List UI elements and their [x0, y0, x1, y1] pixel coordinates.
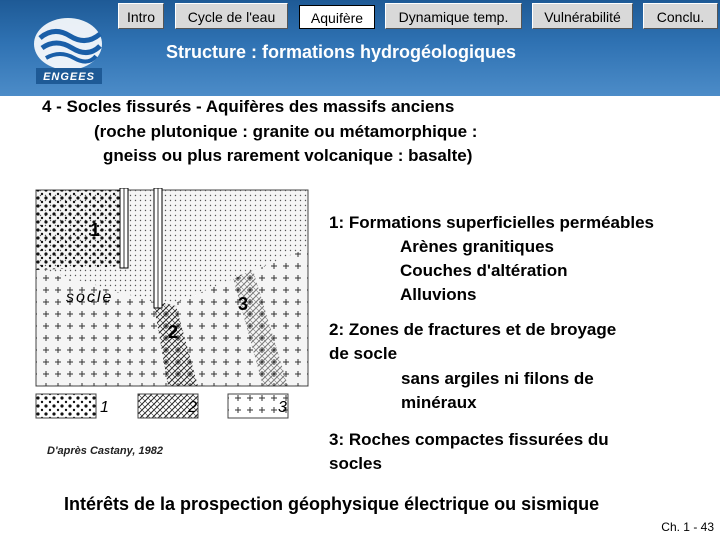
tab-vulnerabilite[interactable]: Vulnérabilité: [532, 3, 633, 29]
section-subtitle: Structure : formations hydrogéologiques: [166, 42, 517, 62]
item-3-line-2: socles: [329, 454, 382, 473]
mark-2: 2: [168, 322, 179, 342]
mark-1: 1: [90, 220, 101, 240]
tab-cycle-de-leau[interactable]: Cycle de l'eau: [175, 3, 288, 29]
figure-caption: D'après Castany, 1982: [47, 445, 163, 457]
engees-logo: [30, 8, 110, 86]
legend-mark-3: 3: [278, 399, 287, 416]
item-1-c: Alluvions: [400, 285, 477, 304]
item-1-a: Arènes granitiques: [400, 237, 554, 256]
heading-line-1: 4 - Socles fissurés - Aquifères des massifs anciens: [42, 97, 455, 116]
item-1-title: 1: Formations superficielles perméables: [329, 213, 655, 232]
item-1-b: Couches d'altération: [400, 261, 568, 280]
geological-cross-section: [28, 188, 314, 425]
logo-text: ENGEES: [43, 71, 95, 83]
legend-mark-2: 2: [188, 399, 197, 416]
tab-conclu[interactable]: Conclu.: [643, 3, 718, 29]
page-number: Ch. 1 - 43: [661, 520, 714, 534]
item-3-title: 3: Roches compactes fissurées du: [329, 430, 609, 449]
item-2-line-2: de socle: [329, 344, 398, 363]
heading-line-2: (roche plutonique : granite ou métamorphique :: [94, 122, 478, 141]
legend-mark-1: 1: [100, 399, 109, 416]
item-2-b: minéraux: [401, 393, 477, 412]
heading-line-3: gneiss ou plus rarement volcanique : basalte): [103, 146, 473, 165]
item-2-a: sans argiles ni filons de: [401, 369, 594, 388]
socle-label: socle: [66, 289, 114, 306]
item-2-title: 2: Zones de fractures et de broyage: [329, 320, 617, 339]
tab-aquifere[interactable]: Aquifère: [299, 5, 375, 29]
tab-dynamique-temp[interactable]: Dynamique temp.: [385, 3, 522, 29]
tab-intro[interactable]: Intro: [118, 3, 164, 29]
mark-3: 3: [238, 294, 249, 314]
footer-text: Intérêts de la prospection géophysique électrique ou sismique: [64, 494, 600, 514]
